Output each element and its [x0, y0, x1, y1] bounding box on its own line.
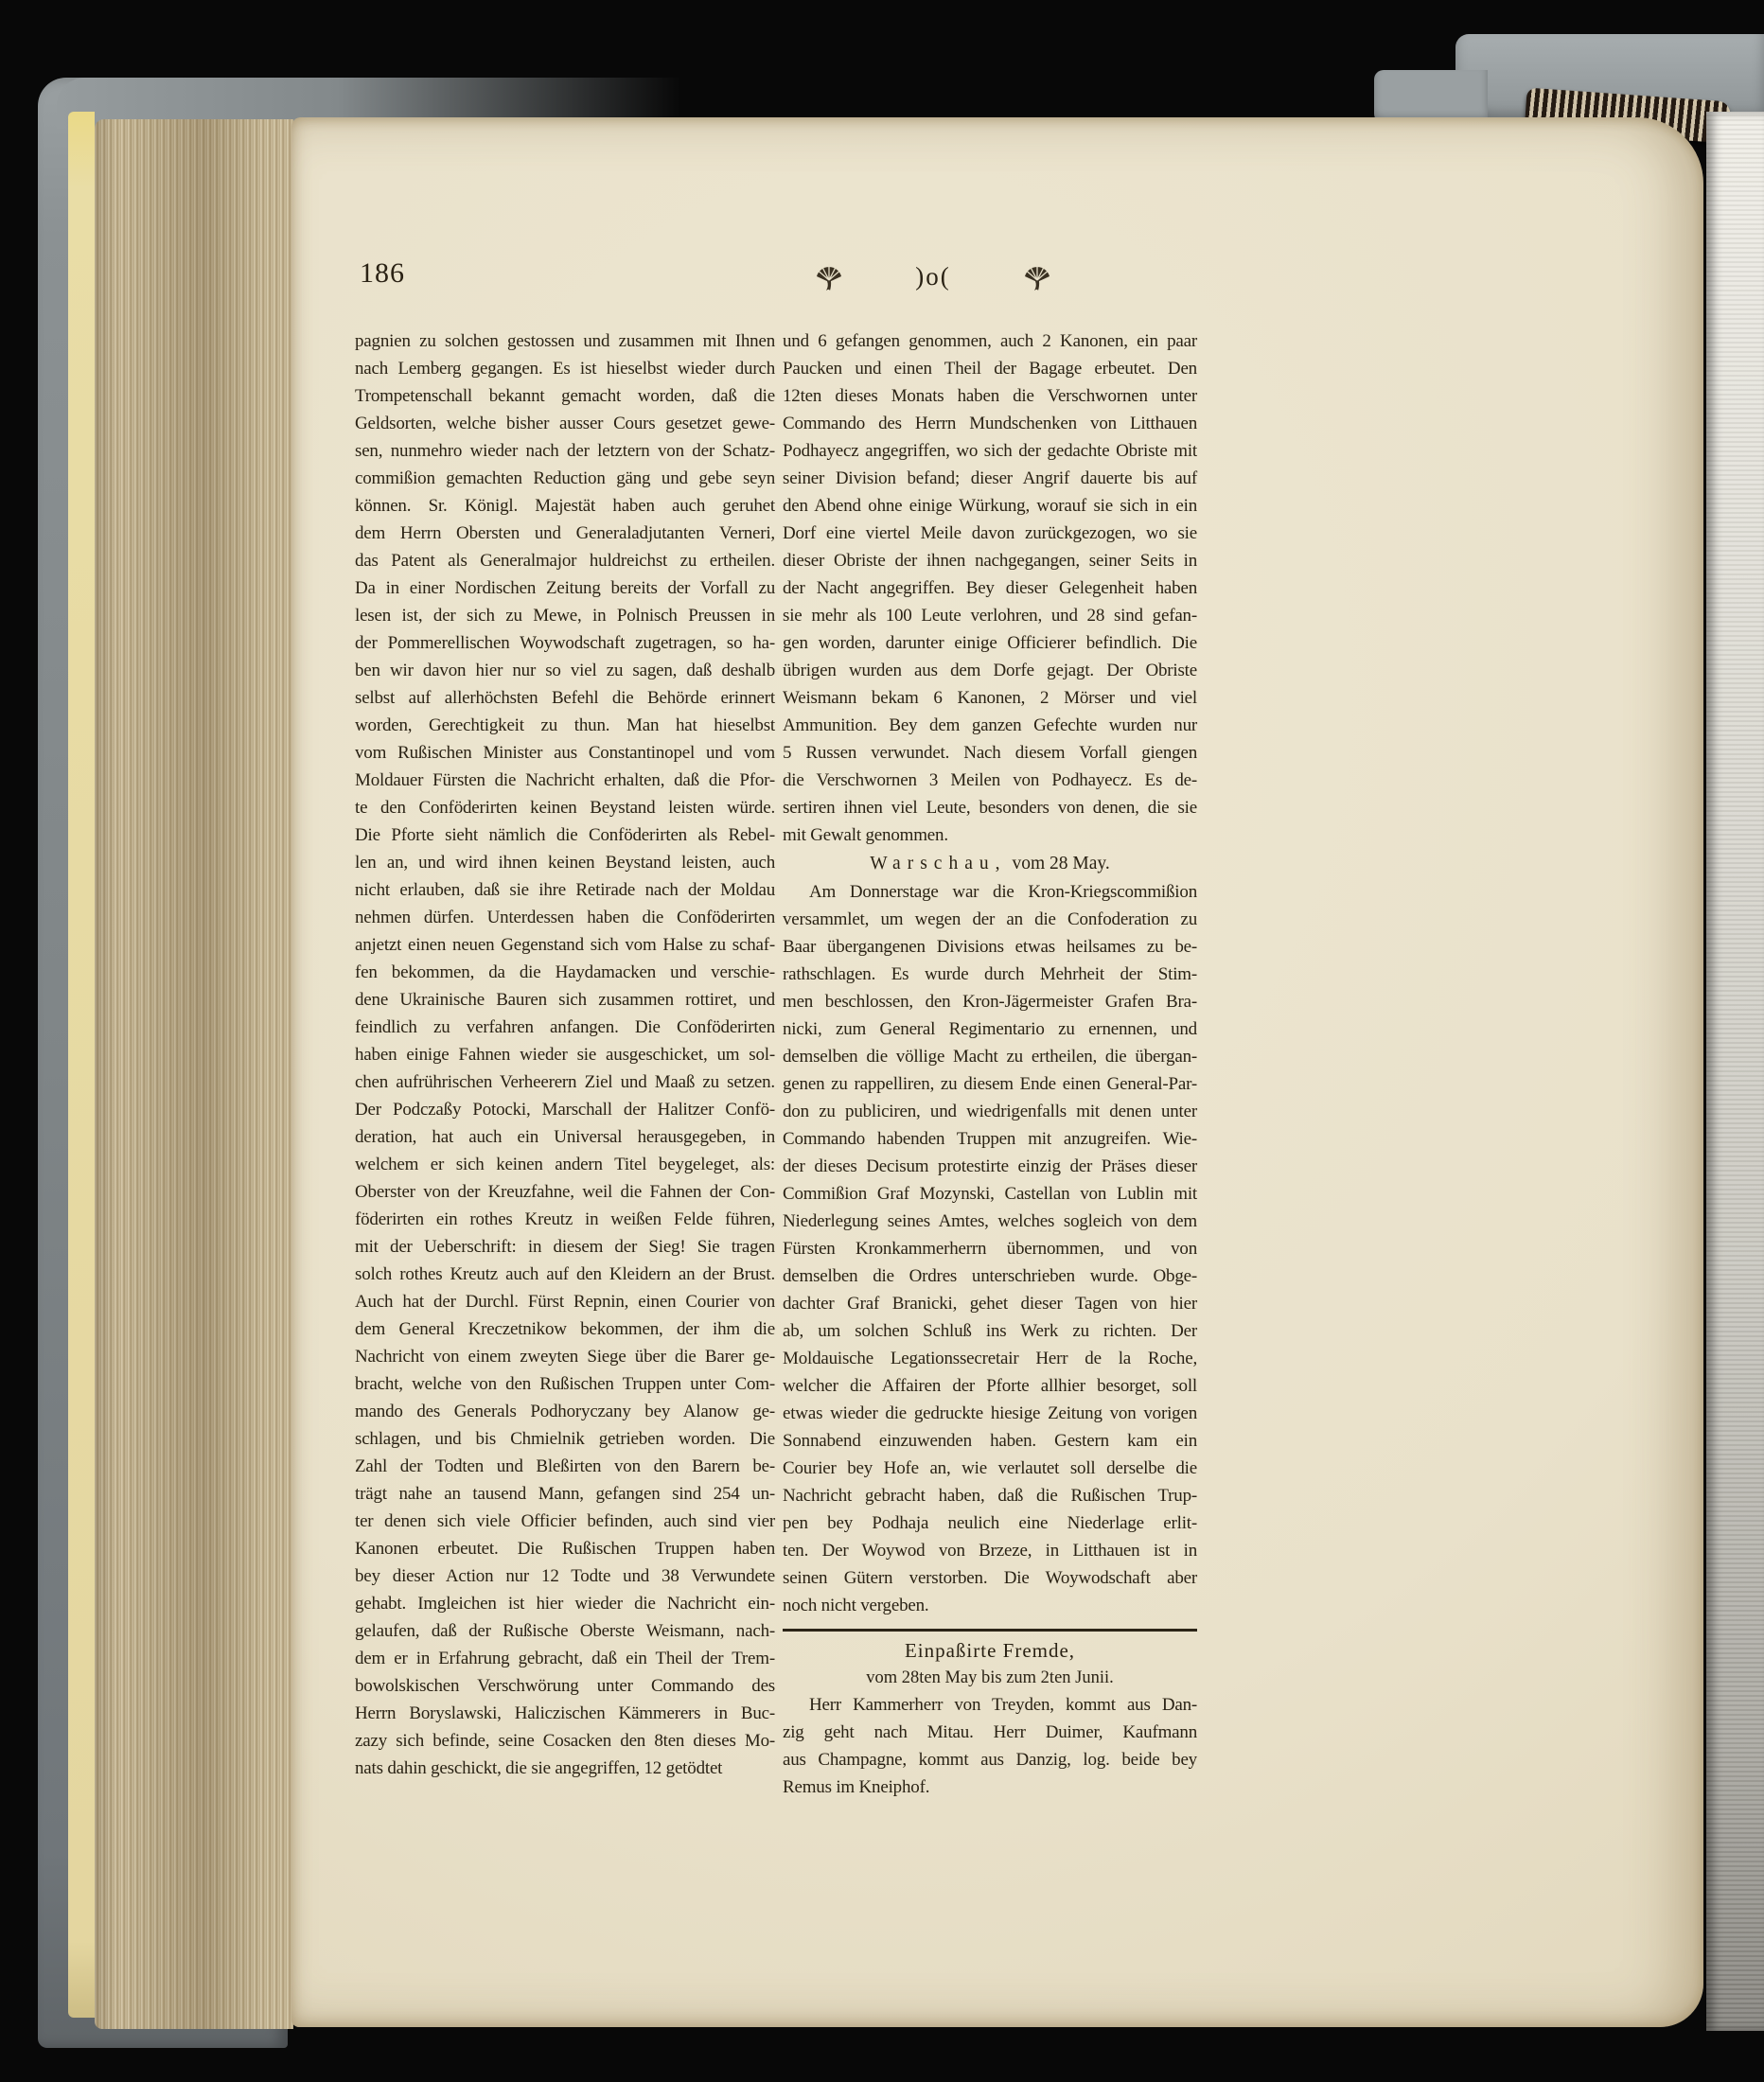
text-line: fen bekommen, da die Haydamacken und verschie-: [355, 962, 775, 982]
text-line: Moldauer Fürsten die Nachricht erhalten, daß die Pfor-: [355, 770, 775, 790]
text-line: len an, und wird ihnen keinen Beystand leisten, auch: [355, 853, 775, 873]
text-line: rathschlagen. Es wurde durch Mehrheit der Stim-: [783, 964, 1197, 984]
shell-ornament-icon: [1022, 260, 1052, 292]
text-line: Courier bey Hofe an, wie verlautet soll derselbe die: [783, 1458, 1197, 1478]
text-line: ab, um solchen Schluß ins Werk zu richten. Der: [783, 1321, 1197, 1341]
text-line: der Pommerellischen Woywodschaft zugetragen, so ha-: [355, 633, 775, 653]
text-line: Kanonen erbeutet. Die Rußischen Truppen haben: [355, 1539, 775, 1559]
text-line: ten. Der Woywod von Brzeze, in Litthauen ist in: [783, 1541, 1197, 1561]
text-line: Fürsten Kronkammerherrn übernommen, und von: [783, 1239, 1197, 1259]
scanned-page: [291, 117, 1703, 2027]
text-line: noch nicht vergeben.: [783, 1596, 929, 1615]
text-line: demselben die Ordres unterschrieben wurde. Obge-: [783, 1266, 1197, 1286]
text-line: deration, hat auch ein Universal herausgegeben, in: [355, 1127, 775, 1147]
text-line: seiner Division befand; dieser Angrif dauerte bis auf: [783, 468, 1197, 488]
text-line: Baar übergangenen Divisions etwas heilsames zu be-: [783, 937, 1197, 957]
text-line: der Nacht angegriffen. Bey dieser Gelegenheit haben: [783, 578, 1197, 598]
text-line: dachter Graf Branicki, gehet dieser Tagen von hier: [783, 1294, 1197, 1314]
text-line: mando des Generals Podhoryczany bey Alanow ge-: [355, 1402, 775, 1421]
text-line: Herr Kammerherr von Treyden, kommt aus Dan-: [809, 1695, 1197, 1715]
text-line: genen zu rappelliren, zu diesem Ende einen General-Par-: [783, 1074, 1197, 1094]
text-line: Die Pforte sieht nämlich die Conföderirten als Rebel-: [355, 825, 775, 845]
warschau-paragraph: [783, 878, 1197, 1619]
text-line: commißion gemachten Reduction gäng und gebe seyn: [355, 468, 775, 488]
text-line: der dieses Decisum protestirte einzig der Präses dieser: [783, 1156, 1197, 1176]
text-line: seinen Gütern verstorben. Die Woywodschaft aber: [783, 1568, 1197, 1588]
text-line: pagnien zu solchen gestossen und zusammen mit Ihnen: [355, 331, 775, 351]
text-line: Remus im Kneiphof.: [783, 1777, 930, 1797]
right-text-column: [783, 327, 1197, 1801]
text-line: können. Sr. Königl. Majestät haben auch geruhet: [355, 496, 775, 516]
text-line: Auch hat der Durchl. Fürst Repnin, einen Courier von: [355, 1292, 775, 1312]
fremde-section-heading: Einpaßirte Fremde,: [904, 1639, 1076, 1662]
left-page-edges: [95, 119, 293, 2029]
text-line: dem Herrn Obersten und Generaladjutanten Verneri,: [355, 523, 775, 543]
text-line: bracht, welche von den Rußischen Truppen unter Com-: [355, 1374, 775, 1394]
text-line: aus Champagne, kommt aus Danzig, log. beide bey: [783, 1750, 1197, 1770]
text-line: demselben die völlige Macht zu ertheilen, die übergan-: [783, 1047, 1197, 1067]
text-line: Herrn Boryslawski, Haliczischen Kämmerers in Buc-: [355, 1703, 775, 1723]
text-line: Commißion Graf Mozynski, Castellan von Lublin mit: [783, 1184, 1197, 1204]
text-line: nehmen dürfen. Unterdessen haben die Conföderirten: [355, 908, 775, 927]
text-line: sertiren ihnen viel Leute, besonders von denen, die sie: [783, 798, 1197, 818]
text-line: Dorf eine viertel Meile davon zurückgezogen, wo sie: [783, 523, 1197, 543]
text-line: zig geht nach Mitau. Herr Duimer, Kaufmann: [783, 1722, 1197, 1742]
text-line: sie mehr als 100 Leute verlohren, und 28 sind gefan-: [783, 606, 1197, 626]
text-line: Der Podczaßy Potocki, Marschall der Halitzer Confö-: [355, 1100, 775, 1120]
text-line: Am Donnerstage war die Kron-Kriegscommißion: [809, 882, 1197, 902]
text-line: zazy sich befinde, seine Cosacken den 8ten dieses Mo-: [355, 1731, 775, 1751]
text-line: versammlet, um wegen der an die Confoderation zu: [783, 909, 1197, 929]
text-line: Moldauische Legationssecretair Herr de la Roche,: [783, 1349, 1197, 1368]
text-line: feindlich zu verfahren anfangen. Die Conföderirten: [355, 1017, 775, 1037]
text-line: Zahl der Todten und Bleßirten von den Barern be-: [355, 1456, 775, 1476]
fremde-section-subheading: vom 28ten May bis zum 2ten Junii.: [866, 1668, 1114, 1687]
text-line: bey dieser Action nur 12 Todte und 38 Verwundete: [355, 1566, 775, 1586]
text-line: trägt nahe an tausend Mann, gefangen sind 254 un-: [355, 1484, 775, 1504]
text-line: Commando habenden Truppen mit anzugreifen. Wie-: [783, 1129, 1197, 1149]
text-line: lesen ist, der sich zu Mewe, in Polnisch Preussen in: [355, 606, 775, 626]
text-line: chen aufrührischen Verheerern Ziel und Maaß zu setzen.: [355, 1072, 775, 1092]
text-line: Paucken und einen Theil der Bagage erbeutet. Den: [783, 359, 1197, 379]
shell-ornament-icon: [814, 260, 844, 292]
text-line: etwas wieder die gedruckte hiesige Zeitung von vorigen: [783, 1403, 1197, 1423]
text-line: selbst auf allerhöchsten Befehl die Behörde erinnert: [355, 688, 775, 708]
fremde-paragraph: [783, 1691, 1197, 1801]
text-line: dem General Kreczetnikow bekommen, der ihm die: [355, 1319, 775, 1339]
text-line: te den Conföderirten keinen Beystand leisten würde.: [355, 798, 775, 818]
text-line: don zu publiciren, und wiedrigenfalls mit denen unter: [783, 1102, 1197, 1121]
text-line: Sonnabend einzuwenden haben. Gestern kam ein: [783, 1431, 1197, 1451]
section-divider-rule: [783, 1629, 1197, 1632]
text-line: worden, Gerechtigkeit zu thun. Man hat hieselbst: [355, 715, 775, 735]
text-line: Niederlegung seines Amtes, welches sogleich von dem: [783, 1211, 1197, 1231]
text-line: dieser Obriste der ihnen nachgegangen, seiner Seits in: [783, 551, 1197, 571]
text-line: gelaufen, daß der Rußische Oberste Weismann, nach-: [355, 1621, 775, 1641]
book-cover-corner-tab: [1374, 70, 1488, 123]
page-number: 186: [360, 257, 405, 289]
text-line: vom Rußischen Minister aus Constantinopel und vom: [355, 743, 775, 763]
text-line: bowolskischen Verschwörung unter Commando des: [355, 1676, 775, 1696]
text-line: mit Gewalt genommen.: [783, 825, 948, 845]
text-line: 12ten dieses Monats haben die Verschwornen unter: [783, 386, 1197, 406]
text-line: nats dahin geschickt, die sie angegriffen, 12 getödtet: [355, 1758, 723, 1778]
text-line: Nachricht von einem zweyten Siege über die Barer ge-: [355, 1347, 775, 1367]
news-continuation-paragraph: [783, 327, 1197, 849]
text-line: nicki, zum General Regimentario zu ernennen, und: [783, 1019, 1197, 1039]
text-line: übrigen wurden aus dem Dorfe gejagt. Der Obriste: [783, 661, 1197, 680]
endpaper-edge: [68, 112, 95, 2018]
text-line: haben einige Fahnen wieder sie ausgeschicket, um sol-: [355, 1045, 775, 1065]
text-line: 5 Russen verwundet. Nach diesem Vorfall giengen: [783, 743, 1197, 763]
warschau-heading-city: Warschau,: [870, 854, 1007, 873]
text-line: sen, nunmehro wieder nach der letztern von der Schatz-: [355, 441, 775, 461]
text-line: nach Lemberg gegangen. Es ist hieselbst wieder durch: [355, 359, 775, 379]
text-line: Geldsorten, welche bisher ausser Cours gesetzet gewe-: [355, 414, 775, 433]
text-line: men beschlossen, den Kron-Jägermeister Grafen Bra-: [783, 992, 1197, 1012]
text-line: Da in einer Nordischen Zeitung bereits der Vorfall zu: [355, 578, 775, 598]
text-line: föderirten ein rothes Kreutz in weißen Felde führen,: [355, 1209, 775, 1229]
text-line: welchem er sich keinen andern Titel beygeleget, als:: [355, 1155, 775, 1174]
ornament-separator: )o(: [915, 261, 951, 291]
text-line: den Abend ohne einige Würkung, worauf sie sich in ein: [783, 496, 1197, 516]
text-line: Nachricht gebracht haben, daß die Rußischen Trup-: [783, 1486, 1197, 1506]
text-line: mit der Ueberschrift: in diesem der Sieg! Sie tragen: [355, 1237, 775, 1257]
text-line: pen bey Podhaja neulich eine Niederlage erlit-: [783, 1513, 1197, 1533]
header-ornaments: [814, 257, 1052, 295]
warschau-heading-date: vom 28 May.: [1012, 854, 1110, 873]
text-line: das Patent als Generalmajor huldreichst zu ertheilen.: [355, 551, 775, 571]
text-line: Ammunition. Bey dem ganzen Gefechte wurden nur: [783, 715, 1197, 735]
text-line: die Verschwornen 3 Meilen von Podhayecz. Es de-: [783, 770, 1197, 790]
text-line: ben wir davon hier nur so viel zu sagen, daß deshalb: [355, 661, 775, 680]
text-line: Podhayecz angegriffen, wo sich der gedachte Obriste mit: [783, 441, 1197, 461]
text-line: schlagen, und bis Chmielnik getrieben worden. Die: [355, 1429, 775, 1449]
text-line: Trompetenschall bekannt gemacht worden, daß die: [355, 386, 775, 406]
text-line: gehabt. Imgleichen ist hier wieder die Nachricht ein-: [355, 1594, 775, 1614]
text-line: nicht erlauben, daß sie ihre Retirade nach der Moldau: [355, 880, 775, 900]
text-line: solch rothes Kreutz auch auf den Kleidern an der Brust.: [355, 1264, 775, 1284]
text-line: welcher die Affairen der Pforte allhier besorget, soll: [783, 1376, 1197, 1396]
text-line: gen worden, darunter einige Officierer befindlich. Die: [783, 633, 1197, 653]
text-line: Oberster von der Kreuzfahne, weil die Fahnen der Con-: [355, 1182, 775, 1202]
left-text-column: [355, 327, 775, 1782]
text-line: ter denen sich viele Officier befinden, auch sind vier: [355, 1511, 775, 1531]
warschau-section-heading: [783, 850, 1197, 878]
text-line: dem er in Erfahrung gebracht, daß ein Theil der Trem-: [355, 1649, 775, 1668]
text-line: anjetzt einen neuen Gegenstand sich vom Halse zu schaf-: [355, 935, 775, 955]
text-line: Weismann bekam 6 Kanonen, 2 Mörser und viel: [783, 688, 1197, 708]
text-line: Commando des Herrn Mundschenken von Litthauen: [783, 414, 1197, 433]
text-line: und 6 gefangen genommen, auch 2 Kanonen, ein paar: [783, 331, 1197, 351]
right-page-edges: [1706, 112, 1764, 2031]
text-line: dene Ukrainische Bauren sich zusammen rottiret, und: [355, 990, 775, 1010]
